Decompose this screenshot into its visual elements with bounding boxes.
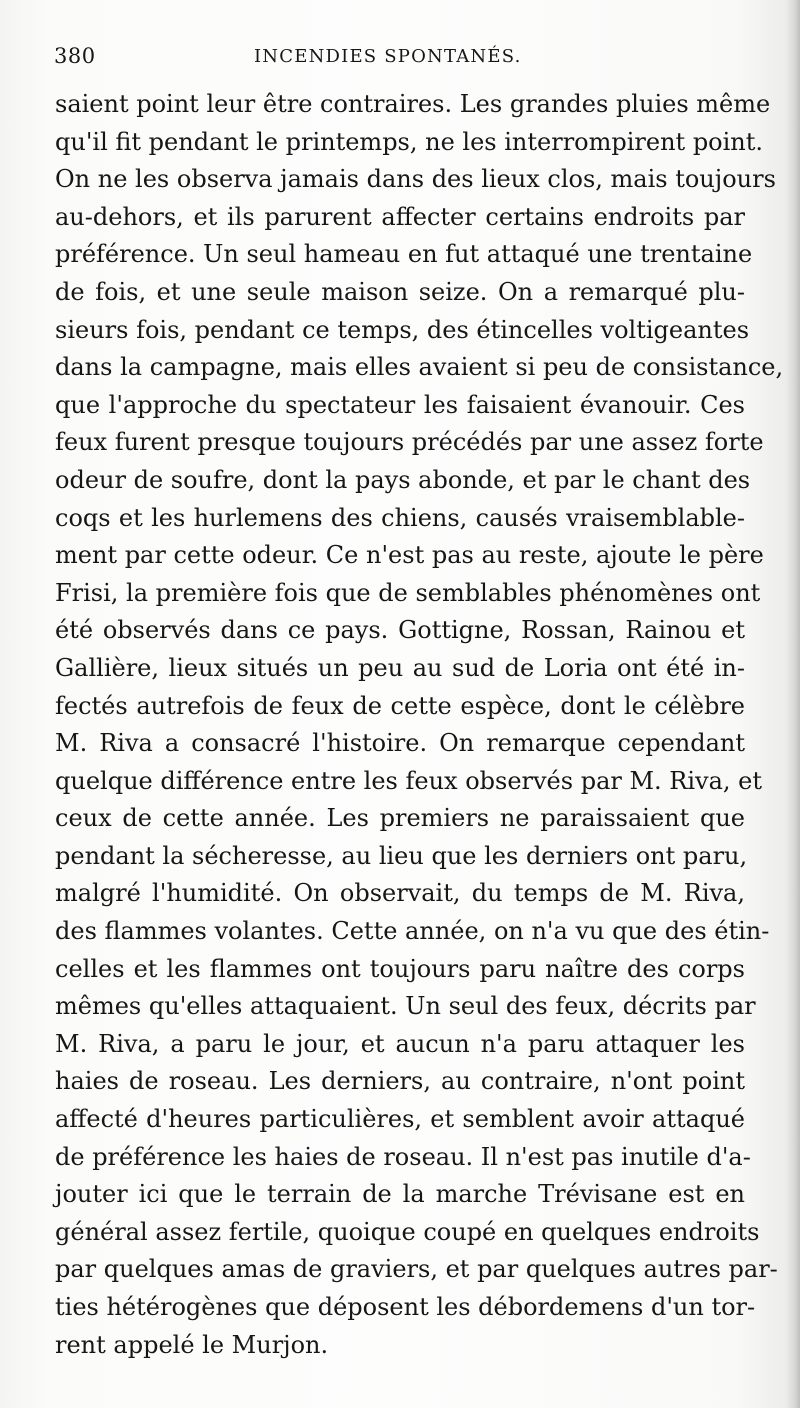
- text-line: M. Riva a consacré l'histoire. On remarque cependant: [55, 729, 745, 758]
- page-edge-shadow: [786, 0, 800, 1408]
- text-line-last: rent appelé le Murjon.: [55, 1330, 329, 1359]
- page-number: 380: [54, 44, 96, 68]
- text-line: par quelques amas de graviers, et par quelques autres par-: [55, 1255, 778, 1284]
- text-line: quelque différence entre les feux observés par M. Riva, et: [55, 766, 763, 795]
- text-line: Gallière, lieux situés un peu au sud de Loria ont été in-: [55, 653, 745, 682]
- running-head: INCENDIES SPONTANÉS.: [254, 46, 522, 67]
- text-line: dans la campagne, mais elles avaient si peu de consistance,: [55, 353, 784, 382]
- body-text: [55, 86, 784, 1364]
- text-line: M. Riva, a paru le jour, et aucun n'a paru attaquer les: [55, 1029, 745, 1058]
- text-line: coqs et les hurlemens des chiens, causés vraisemblable-: [55, 503, 745, 532]
- text-line: ceux de cette année. Les premiers ne paraissaient que: [55, 804, 745, 833]
- page-header: [54, 44, 744, 76]
- text-line: mêmes qu'elles attaquaient. Un seul des feux, décrits par: [55, 992, 756, 1021]
- text-line: été observés dans ce pays. Gottigne, Rossan, Rainou et: [55, 616, 745, 645]
- text-line: saient point leur être contraires. Les grandes pluies même: [55, 90, 771, 118]
- text-line: malgré l'humidité. On observait, du temps de M. Riva,: [55, 879, 745, 908]
- text-line: Frisi, la première fois que de semblables phénomènes ont: [55, 578, 761, 607]
- text-line: sieurs fois, pendant ce temps, des étincelles voltigeantes: [55, 315, 750, 344]
- text-line: On ne les observa jamais dans des lieux clos, mais toujours: [55, 165, 776, 194]
- text-line: que l'approche du spectateur les faisaient évanouir. Ces: [55, 390, 745, 419]
- text-line: général assez fertile, quoique coupé en quelques endroits: [55, 1217, 760, 1246]
- text-line: affecté d'heures particulières, et semblent avoir attaqué: [55, 1105, 745, 1134]
- text-line: ties hétérogènes que déposent les débordemens d'un tor-: [55, 1293, 756, 1321]
- text-line: jouter ici que le terrain de la marche Trévisane est en: [55, 1180, 745, 1209]
- text-line: haies de roseau. Les derniers, au contraire, n'ont point: [55, 1067, 745, 1096]
- text-line: celles et les flammes ont toujours paru naître des corps: [55, 954, 745, 983]
- text-line: pendant la sécheresse, au lieu que les derniers ont paru,: [55, 841, 748, 870]
- text-line: feux furent presque toujours précédés par une assez forte: [55, 428, 764, 457]
- text-line: de préférence les haies de roseau. Il n'est pas inutile d'a-: [55, 1142, 751, 1171]
- text-line: odeur de soufre, dont la pays abonde, et par le chant des: [55, 465, 751, 494]
- text-line: de fois, et une seule maison seize. On a remarqué plu-: [55, 277, 745, 306]
- text-line: au-dehors, et ils parurent affecter certains endroits par: [55, 202, 745, 231]
- text-line: des flammes volantes. Cette année, on n'a vu que des étin-: [55, 917, 770, 946]
- text-line: qu'il fit pendant le printemps, ne les interrompirent point.: [55, 127, 764, 156]
- text-line: préférence. Un seul hameau en fut attaqué une trentaine: [55, 240, 753, 269]
- text-line: fectés autrefois de feux de cette espèce, dont le célèbre: [55, 691, 745, 720]
- text-line: ment par cette odeur. Ce n'est pas au reste, ajoute le père: [55, 541, 764, 570]
